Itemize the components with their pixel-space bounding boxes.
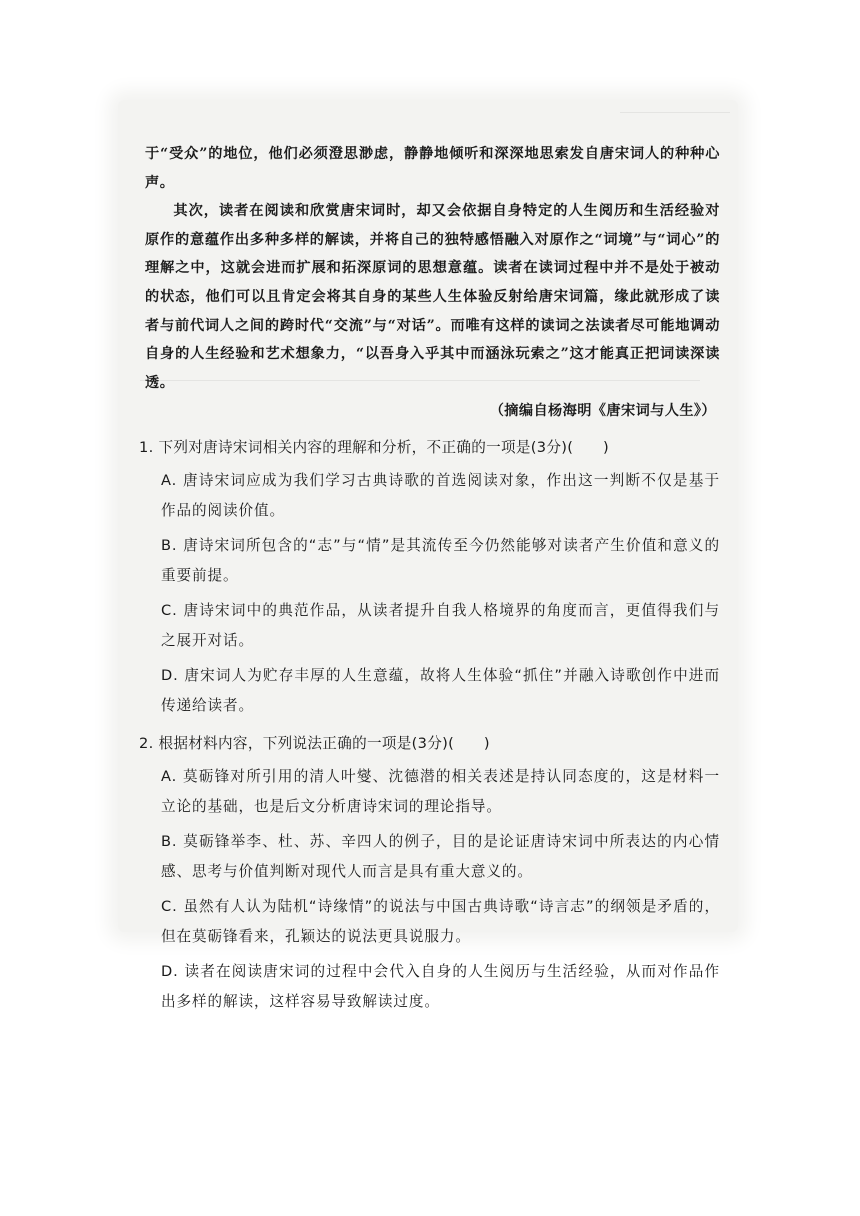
question-1-option-b: B. 唐诗宋词所包含的“志”与“情”是其流传至今仍然能够对读者产生价值和意义的重要前提。: [161, 537, 720, 585]
passage-source: （摘编自杨海明《唐宋词与人生》）: [489, 403, 716, 420]
question-1-option-c: C. 唐诗宋词中的典范作品，从读者提升自我人格境界的角度而言，更值得我们与之展开对话。: [161, 602, 720, 650]
document-body: [139, 140, 720, 1022]
question-1-option-d: D. 唐宋词人为贮存丰厚的人生意蕴，故将人生体验“抓住”并融入诗歌创作中进而传递给读者。: [161, 667, 720, 715]
question-2-stem: 2. 根据材料内容，下列说法正确的一项是(3分)( ): [139, 735, 490, 753]
question-1: [139, 433, 720, 721]
question-2: [139, 729, 720, 1017]
scan-artifact-line: [620, 112, 730, 113]
question-1-stem: 1. 下列对唐诗宋词相关内容的理解和分析，不正确的一项是(3分)( ): [139, 439, 610, 457]
reading-passage: [145, 140, 720, 425]
question-2-option-a: A. 莫砺锋对所引用的清人叶燮、沈德潜的相关表述是持认同态度的，这是材料一立论的基础，也是后文分析唐诗宋词的理论指导。: [161, 768, 720, 816]
question-2-option-d: D. 读者在阅读唐宋词的过程中会代入自身的人生阅历与生活经验，从而对作品作出多样的解读，这样容易导致解读过度。: [161, 963, 720, 1011]
passage-paragraph-2: 其次，读者在阅读和欣赏唐宋词时，却又会依据自身特定的人生阅历和生活经验对原作的意蕴作出多种多样的解读，并将自己的独特感悟融入对原作之“词境”与“词心”的理解之中，这就会进而扩展和拓深原词的思想意蕴。读者在读词过程中并不是处于被动的状态，他们可以且肯定会将其自身的某些人生体验反射给唐宋词篇，缘此就形成了读者与前代词人之间的跨时代“交流”与“对话”。而唯有这样的读词之法读者尽可能地调动自身的人生经验和艺术想象力，“以吾身入乎其中而涵泳玩索之”这才能真正把词读深读透。: [145, 203, 720, 391]
question-2-option-b: B. 莫砺锋举李、杜、苏、辛四人的例子，目的是论证唐诗宋词中所表达的内心情感、思考与价值判断对现代人而言是具有重大意义的。: [161, 833, 720, 881]
passage-paragraph-1: 于“受众”的地位，他们必须澄思渺虑，静静地倾听和深深地思索发自唐宋词人的种种心声。: [145, 146, 720, 191]
question-1-option-a: A. 唐诗宋词应成为我们学习古典诗歌的首选阅读对象，作出这一判断不仅是基于作品的阅读价值。: [161, 472, 720, 520]
question-2-option-c: C. 虽然有人认为陆机“诗缘情”的说法与中国古典诗歌“诗言志”的纲领是矛盾的，但在莫砺锋看来，孔颖达的说法更具说服力。: [161, 898, 720, 946]
